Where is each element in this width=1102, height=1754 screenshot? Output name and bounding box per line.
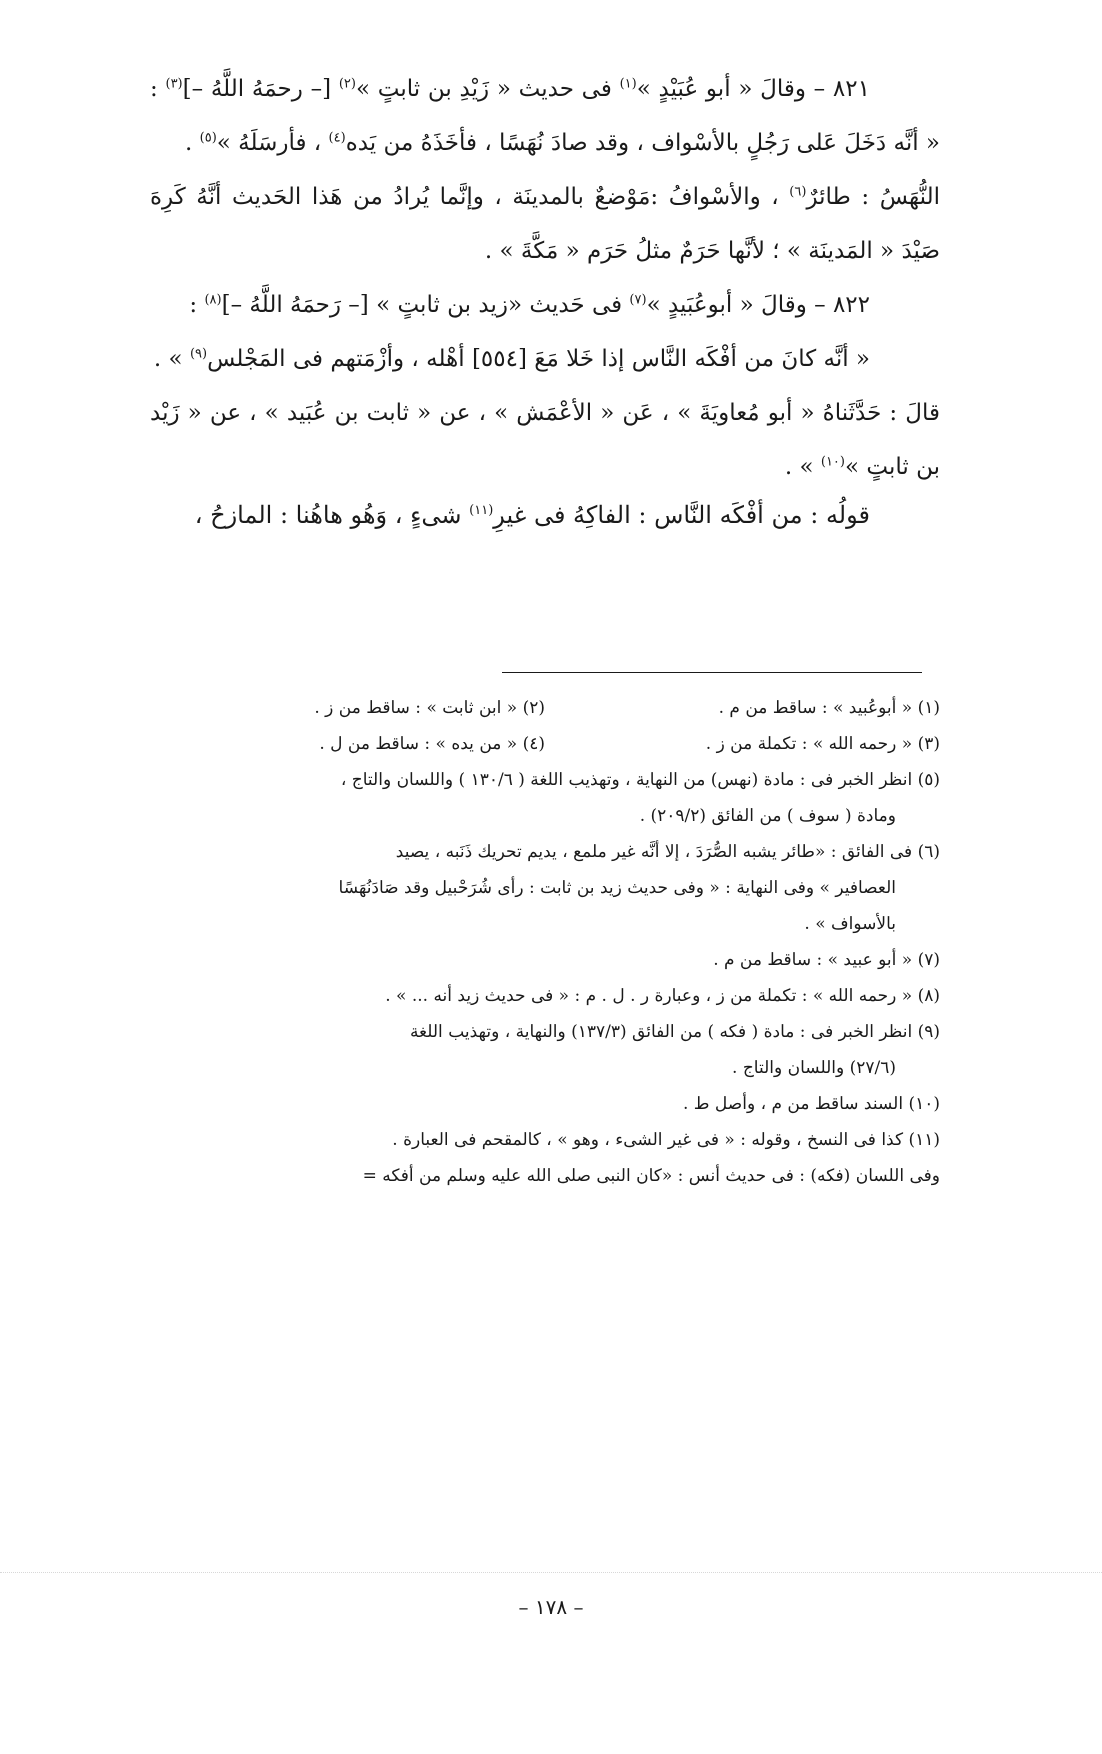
entry-821-text: ٨٢١ – وقالَ « أبو عُبَيْدٍ »	[636, 76, 870, 102]
entry-822-text: ٨٢٢ – وقالَ « أبوعُبَيدٍ »	[646, 292, 870, 318]
footnote-1: (١) « أبوعُبيد » : ساقط من م .	[718, 698, 940, 718]
footnote-ref-5: (٥)	[199, 130, 217, 146]
footnote-ref-1: (١)	[619, 76, 637, 92]
entry-821-text: ، فأرسَلَهُ »	[216, 130, 329, 156]
footnote-7: (٧) « أبو عبيد » : ساقط من م .	[713, 950, 940, 970]
footnote-ref-6: (٦)	[789, 184, 807, 200]
footnote-2: (٢) « ابن ثابت » : ساقط من ز .	[314, 698, 545, 718]
fakih-explanation	[150, 494, 940, 536]
footnote-6-continuation: العصافير » وفى النهاية : « وفى حديث زيد بن ثابت : رأى شُرَحْبيل وقد صَادَنُهَسًا	[338, 878, 896, 898]
nuhas-explanation	[150, 170, 940, 278]
footnotes	[150, 690, 940, 1194]
entry-822-text: فى حَديث «زيد بن ثابتٍ » [– رَحمَهُ اللَّهُ –]	[221, 292, 630, 318]
footnote-6: (٦) فى الفائق : «طائر يشبه الصُّرَدَ ، إلا أنَّه غير ملمع ، يديم تحريك ذَنَبه ، يصيد	[395, 842, 940, 862]
isnad-chain	[150, 386, 940, 494]
footnote-9: (٩) انظر الخبر فى : مادة ( فكه ) من الفائق (١٣٧/٣) والنهاية ، وتهذيب اللغة	[409, 1022, 940, 1042]
footnote-9-continuation: (٢٧/٦) واللسان والتاج .	[732, 1058, 896, 1078]
footnote-ref-4: (٤)	[328, 130, 346, 146]
footnote-10: (١٠) السند ساقط من م ، وأصل ط .	[682, 1094, 940, 1114]
entry-821	[150, 62, 940, 170]
footnote-separator	[502, 672, 922, 673]
entry-821-text: فى حديث « زَيْدِ بن ثابتٍ »	[355, 76, 620, 102]
fakih-text: شىءٍ ، وَهُو هاهُنا : المازحُ ،	[194, 501, 470, 529]
footnote-11: (١١) كذا فى النسخ ، وقوله : « فى غير الشىء ، وهو » ، كالمقحم فى العبارة .	[392, 1130, 940, 1150]
page-number: – ١٧٨ –	[518, 1595, 584, 1619]
fakih-text: قولُه : من أفْكَه النَّاس : الفاكِهُ فى غيرِ	[493, 501, 870, 529]
footnote-ref-3: (٣)	[165, 76, 183, 92]
footnote-5-continuation: ومادة ( سوف ) من الفائق (٢٠٩/٢) .	[639, 806, 896, 826]
footnote-row	[150, 726, 940, 762]
footnote-4: (٤) « من يده » : ساقط من ل .	[319, 734, 545, 754]
hadith-quote: « أنَّه كانَ من أفْكَه النَّاس إذا خَلا مَعَ [٥٥٤] أهْله ، وأزْمَتهم فى المَجْلس	[207, 346, 870, 372]
nuhas-text: ، والأسْوافُ :مَوْضعٌ بالمدينَة ، وإنَّما يُرادُ من هَذا الحَديث أنَّهُ كَرِهَ صَيْدَ « المَدينَة » ؛ لأنَّها حَرَمٌ مثلُ حَرَم « مَكَّةَ » .	[150, 184, 940, 264]
footnote-ref-8: (٨)	[204, 292, 222, 308]
footnote-ref-10: (١٠)	[820, 454, 845, 470]
entry-821-text: : « أنَّه دَخَلَ عَلى رَجُلٍ بالأسْواف ، وقد صادَ نُهَسًا ، فأخَذَهُ من يَده	[150, 76, 940, 156]
footnote-8: (٨) « رحمه الله » : تكملة من ز ، وعبارة ر . ل . م : « فى حديث زيد أنه ... » .	[385, 986, 940, 1006]
entry-821-text: .	[185, 130, 200, 156]
nuhas-text: النُّهَسُ : طائرٌ	[806, 184, 940, 210]
footnote-row	[150, 690, 940, 726]
isnad-text: قالَ : حَدَّثَناهُ « أبو مُعاويَةَ » ، عَن « الأعْمَش » ، عن « ثابت بن عُبَيد » ، عن « زَيْد بن ثابتٍ »	[150, 400, 940, 480]
entry-822	[150, 278, 940, 332]
scan-artifact-line	[0, 1572, 1102, 1575]
footnote-5: (٥) انظر الخبر فى : مادة (نهس) من النهاية ، وتهذيب اللغة ( ١٣٠/٦ ) واللسان والتاج ،	[340, 770, 940, 790]
footnote-ref-11: (١١)	[469, 503, 494, 518]
footnote-ref-9: (٩)	[189, 346, 208, 362]
main-text	[150, 62, 940, 536]
entry-821-text: [– رحمَهُ اللَّهُ –]	[182, 76, 339, 102]
footnote-ref-7: (٧)	[629, 292, 647, 308]
hadith-quote: » .	[153, 346, 190, 372]
footnote-continuation-next-page: وفى اللسان (فكه) : فى حديث أنس : «كان النبى صلى الله عليه وسلم من أفكه =	[362, 1166, 940, 1186]
isnad-text: » .	[784, 454, 821, 480]
footnote-3: (٣) « رحمه الله » : تكملة من ز .	[705, 734, 940, 754]
footnote-6-continuation: بالأسواف » .	[804, 914, 896, 934]
hadith-text	[150, 332, 940, 386]
footnote-ref-2: (٢)	[338, 76, 356, 92]
entry-822-text: :	[189, 292, 205, 318]
